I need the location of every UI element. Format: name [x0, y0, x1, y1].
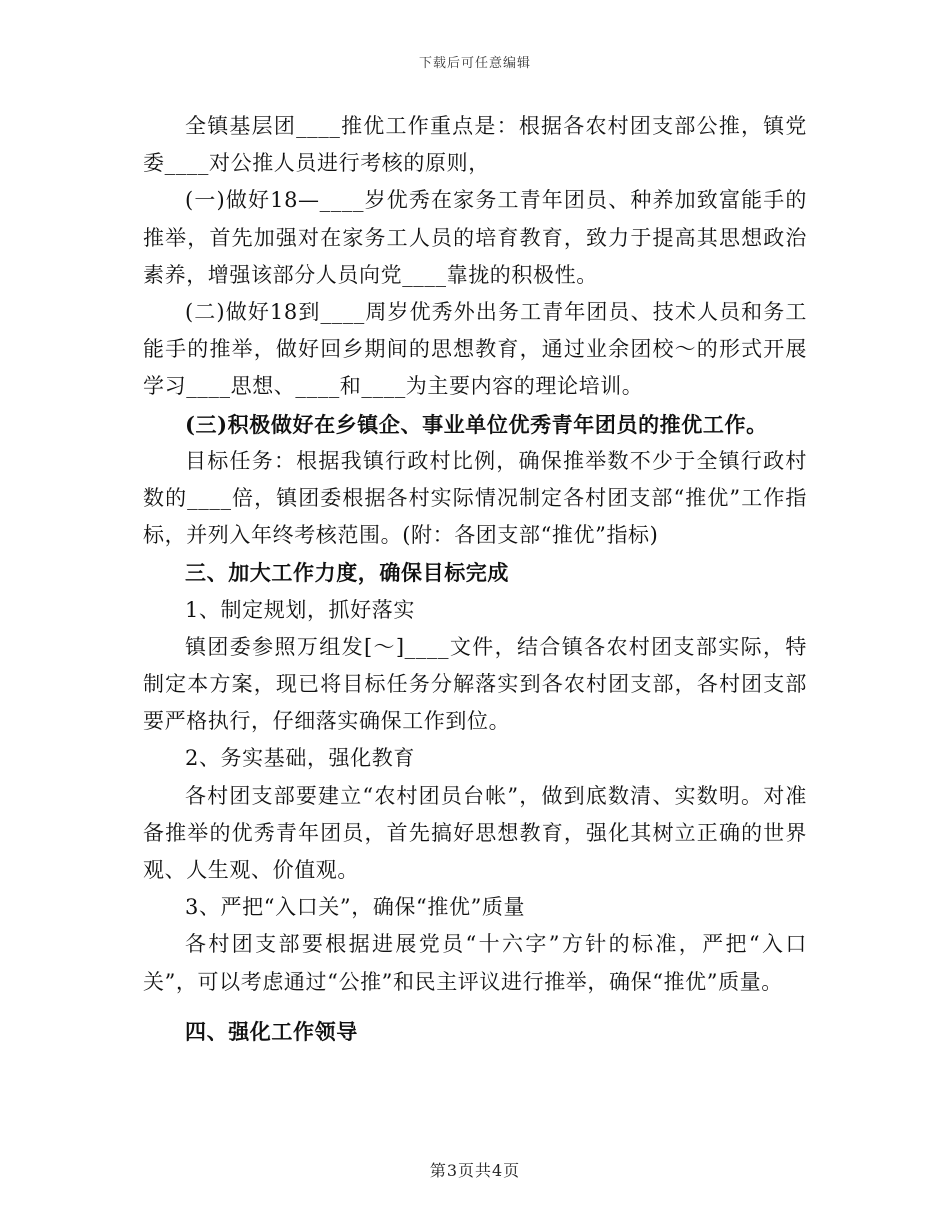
paragraph: 目标任务：根据我镇行政村比例，确保推举数不少于全镇行政村数的____倍，镇团委根据各村实际情况制定各村团支部“推优”工作指标，并列入年终考核范围。(附：各团支部“推优”指标) [143, 448, 807, 548]
page-header: 下载后可任意编辑 [418, 56, 531, 71]
item-heading: 1、制定规划，抓好落实 [185, 597, 415, 622]
item-heading: 2、务实基础，强化教育 [185, 746, 415, 771]
paragraph: (二)做好18到____周岁优秀外出务工青年团员、技术人员和务工能手的推举，做好回乡期间的思想教育，通过业余团校～的形式开展学习____思想、____和____为主要内容的理论培训。 [143, 300, 807, 399]
section-heading: 三、加大工作力度，确保目标完成 [185, 560, 509, 586]
paragraph: 各村团支部要根据进展党员“十六字”方针的标准，严把“入口关”，可以考虑通过“公推”和民主评议进行推举，确保“推优”质量。 [143, 932, 807, 994]
section-heading: 四、强化工作领导 [185, 1018, 358, 1044]
paragraph: 镇团委参照万组发[～]____文件，结合镇各农村团支部实际，特制定本方案，现已将目标任务分解落实到各农村团支部，各村团支部要严格执行，仔细落实确保工作到位。 [143, 634, 807, 734]
paragraph: 各村团支部要建立“农村团员台帐”，做到底数清、实数明。对准备推举的优秀青年团员，首先搞好思想教育，强化其树立正确的世界观、人生观、价值观。 [143, 783, 807, 883]
item-heading: 3、严把“入口关”，确保“推优”质量 [185, 895, 526, 920]
subsection-heading: (三)积极做好在乡镇企、事业单位优秀青年团员的推优工作。 [185, 411, 768, 437]
document-body [143, 108, 807, 1050]
paragraph: 全镇基层团____推优工作重点是：根据各农村团支部公推，镇党委____对公推人员进行考核的原则， [143, 114, 807, 176]
paragraph: (一)做好18—____岁优秀在家务工青年团员、种养加致富能手的推举，首先加强对在家务工人员的培育教育，致力于提高其思想政治素养，增强该部分人员向党____靠拢的积极性。 [143, 188, 807, 287]
page-footer: 第3页共4页 [429, 1161, 521, 1180]
